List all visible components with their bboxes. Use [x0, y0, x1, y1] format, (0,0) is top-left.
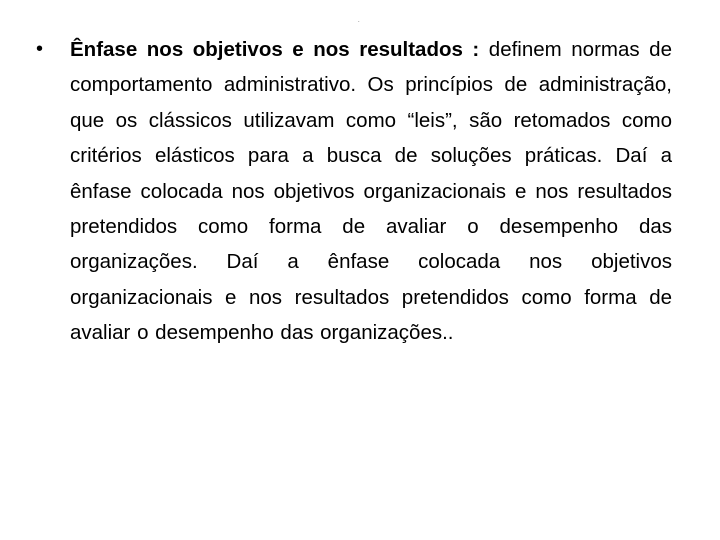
- bullet-paragraph: [70, 32, 672, 351]
- bullet-body: definem normas de comportamento administrativo. Os princípios de administração, que os clássicos utilizavam como “leis”, são retomados como critérios elásticos para a busca de soluções práticas. Daí a ênfase colocada nos objetivos organizacionais e nos resultados pretendidos como forma de avaliar o desempenho das organizações. Daí a ênfase colocada nos objetivos organizacionais e nos resultados pretendidos como forma de avaliar o desempenho das organizações..: [70, 38, 672, 345]
- bullet-heading: Ênfase nos objetivos e nos resultados :: [70, 38, 480, 61]
- top-dot-mark: .: [358, 18, 360, 24]
- bullet-item: [36, 32, 672, 351]
- bullet-icon: •: [36, 38, 44, 60]
